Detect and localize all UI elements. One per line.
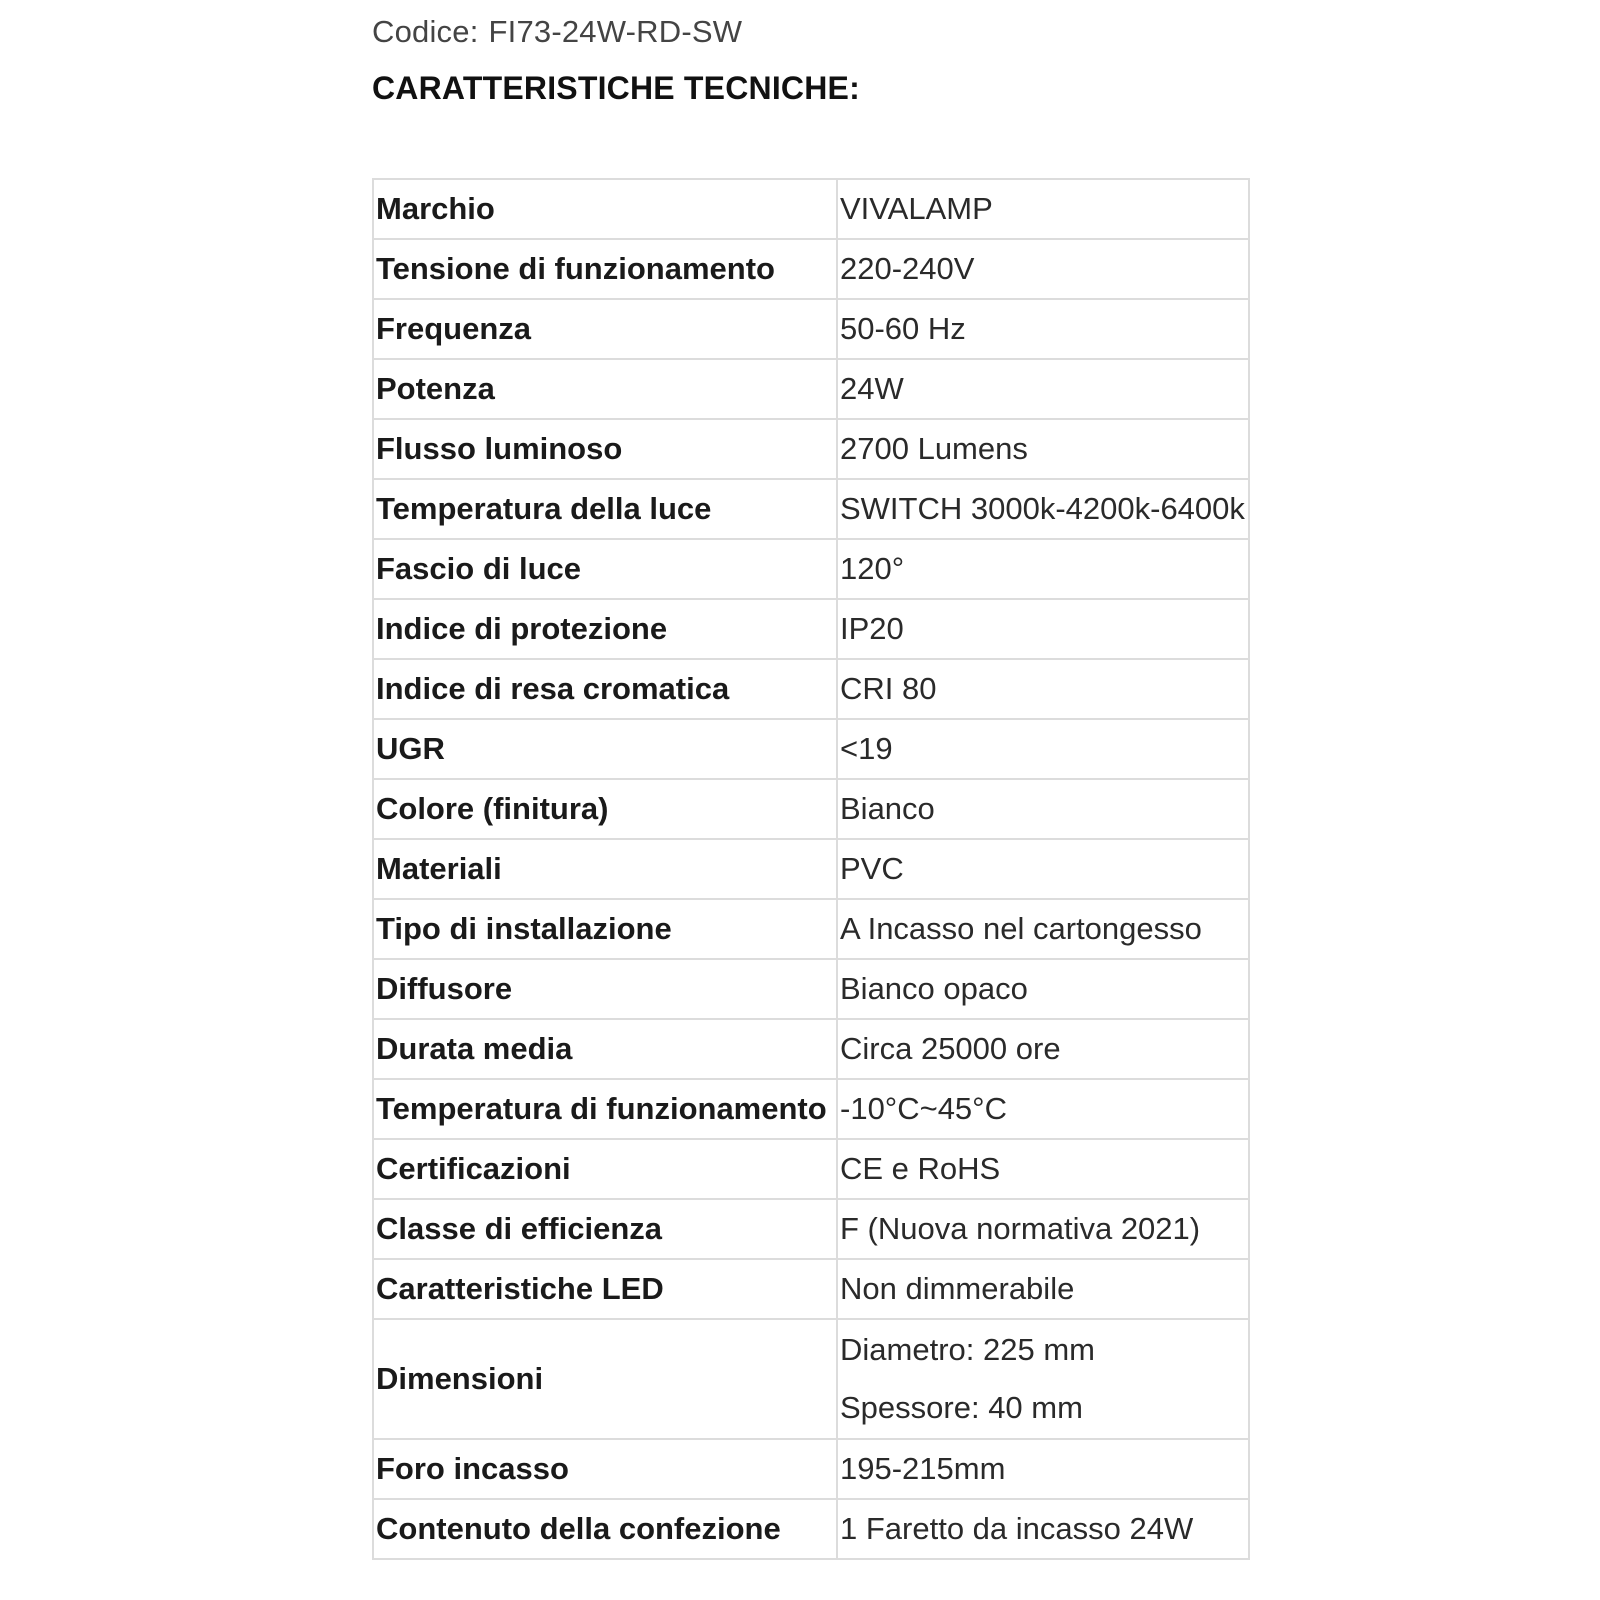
spec-name-cell: Temperatura di funzionamento xyxy=(373,1079,837,1139)
table-row xyxy=(373,539,1249,599)
spec-value-cell: Circa 25000 ore xyxy=(837,1019,1249,1079)
table-row xyxy=(373,719,1249,779)
table-row xyxy=(373,959,1249,1019)
spec-name-cell: Caratteristiche LED xyxy=(373,1259,837,1319)
table-row xyxy=(373,839,1249,899)
table-row xyxy=(373,479,1249,539)
spec-name-cell: Indice di resa cromatica xyxy=(373,659,837,719)
table-row xyxy=(373,419,1249,479)
spec-value-cell: Bianco opaco xyxy=(837,959,1249,1019)
spec-name-cell: Colore (finitura) xyxy=(373,779,837,839)
table-row xyxy=(373,599,1249,659)
product-code-label: Codice: xyxy=(372,14,479,49)
spec-name-cell: Classe di efficienza xyxy=(373,1199,837,1259)
spec-value-cell: 120° xyxy=(837,539,1249,599)
table-row xyxy=(373,1019,1249,1079)
table-row xyxy=(373,1079,1249,1139)
spec-value-cell: PVC xyxy=(837,839,1249,899)
table-row xyxy=(373,1259,1249,1319)
spec-name-cell: Diffusore xyxy=(373,959,837,1019)
spec-table xyxy=(372,178,1250,1560)
spec-value-cell: 1 Faretto da incasso 24W xyxy=(837,1499,1249,1559)
spec-name-cell: Flusso luminoso xyxy=(373,419,837,479)
spec-value-cell xyxy=(837,1319,1249,1439)
spec-value-cell: F (Nuova normativa 2021) xyxy=(837,1199,1249,1259)
spec-value-cell: 50-60 Hz xyxy=(837,299,1249,359)
spec-value-cell: 2700 Lumens xyxy=(837,419,1249,479)
spec-value-cell: 24W xyxy=(837,359,1249,419)
table-row xyxy=(373,239,1249,299)
spec-value-cell: <19 xyxy=(837,719,1249,779)
spec-name-cell: UGR xyxy=(373,719,837,779)
spec-name-cell: Durata media xyxy=(373,1019,837,1079)
spec-value-cell: Non dimmerabile xyxy=(837,1259,1249,1319)
spec-name-cell: Temperatura della luce xyxy=(373,479,837,539)
spec-value-cell: 220-240V xyxy=(837,239,1249,299)
spec-name-cell: Tensione di funzionamento xyxy=(373,239,837,299)
table-row xyxy=(373,299,1249,359)
product-code-line xyxy=(372,14,742,50)
table-row xyxy=(373,779,1249,839)
spec-value-cell: SWITCH 3000k-4200k-6400k xyxy=(837,479,1249,539)
spec-value-line: Spessore: 40 mm xyxy=(840,1390,1083,1425)
table-row xyxy=(373,1199,1249,1259)
spec-name-cell: Certificazioni xyxy=(373,1139,837,1199)
spec-name-cell: Dimensioni xyxy=(373,1319,837,1439)
spec-name-cell: Fascio di luce xyxy=(373,539,837,599)
spec-name-cell: Materiali xyxy=(373,839,837,899)
spec-value-cell: 195-215mm xyxy=(837,1439,1249,1499)
spec-value-cell: IP20 xyxy=(837,599,1249,659)
table-row xyxy=(373,359,1249,419)
spec-table-body xyxy=(373,179,1249,1559)
spec-value-cell: -10°C~45°C xyxy=(837,1079,1249,1139)
spec-value-cell: A Incasso nel cartongesso xyxy=(837,899,1249,959)
table-row xyxy=(373,1139,1249,1199)
table-row xyxy=(373,659,1249,719)
table-row xyxy=(373,1439,1249,1499)
spec-value-cell: CRI 80 xyxy=(837,659,1249,719)
spec-name-cell: Marchio xyxy=(373,179,837,239)
spec-value-cell: VIVALAMP xyxy=(837,179,1249,239)
table-row xyxy=(373,1499,1249,1559)
spec-value-cell: CE e RoHS xyxy=(837,1139,1249,1199)
spec-value-cell: Bianco xyxy=(837,779,1249,839)
spec-name-cell: Indice di protezione xyxy=(373,599,837,659)
table-row xyxy=(373,899,1249,959)
product-code-value: FI73-24W-RD-SW xyxy=(488,14,743,49)
spec-name-cell: Tipo di installazione xyxy=(373,899,837,959)
section-heading: CARATTERISTICHE TECNICHE: xyxy=(372,70,860,106)
table-row xyxy=(373,179,1249,239)
spec-value-line: Diametro: 225 mm xyxy=(840,1332,1095,1367)
spec-name-cell: Foro incasso xyxy=(373,1439,837,1499)
spec-name-cell: Contenuto della confezione xyxy=(373,1499,837,1559)
spec-name-cell: Frequenza xyxy=(373,299,837,359)
spec-name-cell: Potenza xyxy=(373,359,837,419)
table-row xyxy=(373,1319,1249,1439)
